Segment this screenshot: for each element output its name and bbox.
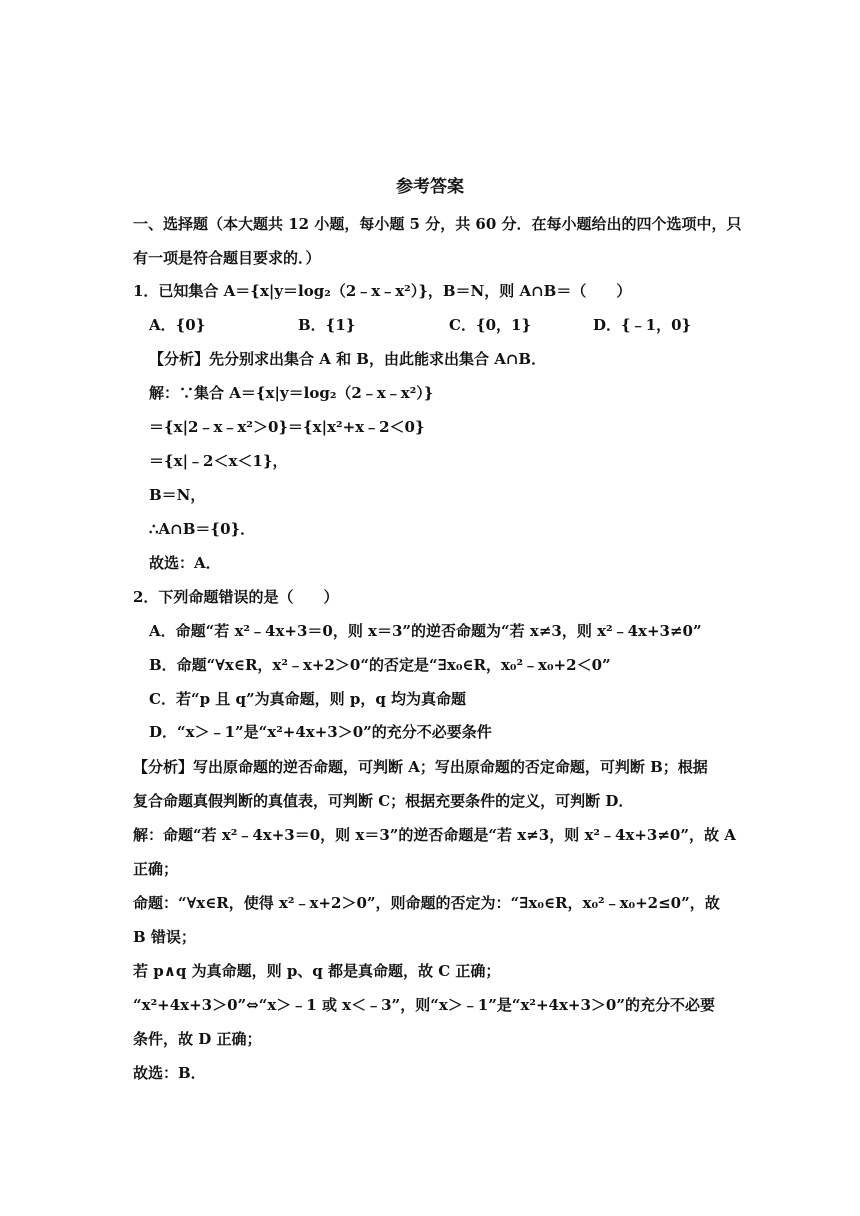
question-2-solution-line: “x²+4x+3＞0”⇔“x＞﹣1 或 x＜﹣3”，则“x＞﹣1”是“x²+4x+3＞0”的充分不必要 xyxy=(133,996,715,1014)
question-2-solution-line: 解：命题“若 x²﹣4x+3＝0，则 x＝3”的逆否命题是“若 x≠3，则 x²﹣4x+3≠0”，故 A xyxy=(133,826,736,844)
question-2-option-a: A．命题“若 x²﹣4x+3＝0，则 x＝3”的逆否命题为“若 x≠3，则 x²﹣4x+3≠0” xyxy=(149,622,702,640)
question-2-solution-line: 正确； xyxy=(133,860,179,878)
question-1-option-a: A．{0} xyxy=(149,316,206,334)
question-2-analysis-line: 复合命题真假判断的真值表，可判断 C；根据充要条件的定义，可判断 D． xyxy=(133,792,634,810)
question-1-solution-line: 解：∵集合 A＝{x|y＝log₂（2﹣x﹣x²）} xyxy=(149,384,434,402)
question-2-option-b: B．命题“∀x∈R，x²﹣x+2＞0“的否定是“∃x₀∈R，x₀²﹣x₀+2＜0” xyxy=(149,656,611,674)
question-2-solution-line: 故选：B． xyxy=(133,1064,206,1082)
section-header-line-1: 一、选择题（本大题共 12 小题，每小题 5 分，共 60 分．在每小题给出的四个选项中，只 xyxy=(133,215,742,233)
question-1-solution-line: 故选：A． xyxy=(149,554,221,572)
question-2-option-c: C．若“p 且 q”为真命题，则 p，q 均为真命题 xyxy=(149,690,467,708)
question-2-option-d: D．“x＞﹣1”是“x²+4x+3＞0”的充分不必要条件 xyxy=(149,723,492,741)
page-title: 参考答案 xyxy=(396,177,464,197)
question-1-solution-line: B＝N， xyxy=(149,486,206,504)
question-2-solution-line: 条件，故 D 正确； xyxy=(133,1030,262,1048)
question-2-stem: 2．下列命题错误的是（ ） xyxy=(133,588,339,606)
question-2-analysis-line: 【分析】写出原命题的逆否命题，可判断 A；写出原命题的否定命题，可判断 B；根据 xyxy=(133,758,708,776)
question-1-stem: 1．已知集合 A＝{x|y＝log₂（2﹣x﹣x²）}，B＝N，则 A∩B＝（ ） xyxy=(133,282,632,300)
question-1-option-c: C．{0，1} xyxy=(449,316,532,334)
question-1-solution-line: ∴A∩B＝{0}． xyxy=(149,520,256,538)
question-2-solution-line: 若 p∧q 为真命题，则 p、q 都是真命题，故 C 正确； xyxy=(133,962,501,980)
question-1-solution-line: ＝{x|2﹣x﹣x²＞0}＝{x|x²+x﹣2＜0} xyxy=(149,418,425,436)
question-2-solution-line: 命题：“∀x∈R，使得 x²﹣x+2＞0”，则命题的否定为：“∃x₀∈R，x₀²﹣x₀+2≤0”，故 xyxy=(133,894,720,912)
question-1-option-b: B．{1} xyxy=(298,316,356,334)
question-1-solution-line: ＝{x|﹣2＜x＜1}， xyxy=(149,452,288,470)
question-1-analysis: 【分析】先分别求出集合 A 和 B，由此能求出集合 A∩B． xyxy=(149,350,547,368)
question-1-option-d: D．{﹣1，0} xyxy=(593,316,692,334)
question-2-solution-line: B 错误； xyxy=(133,928,196,946)
section-header-line-2: 有一项是符合题目要求的．） xyxy=(133,249,321,267)
